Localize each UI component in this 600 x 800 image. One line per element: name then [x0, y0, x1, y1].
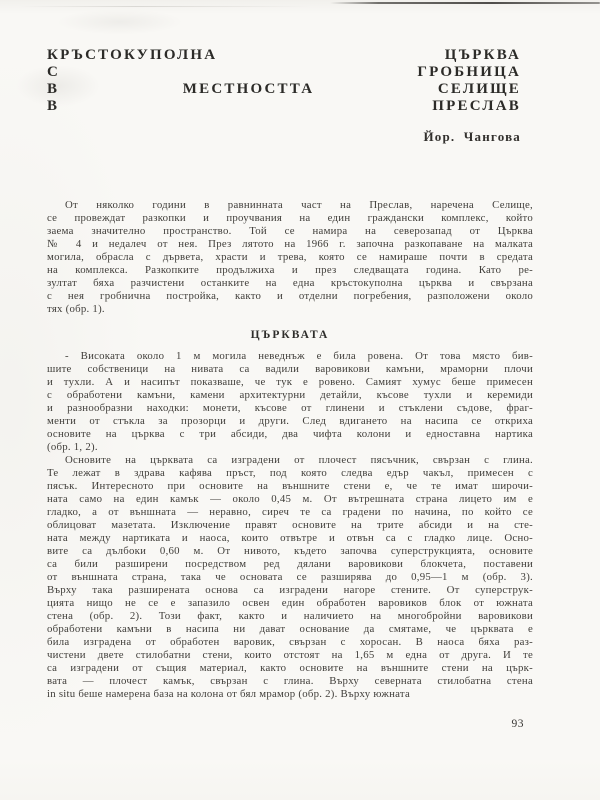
text-line: КРЪСТОКУПОЛНА ЦЪРКВА	[47, 47, 521, 63]
text-line: - Високата около 1 м могила неведнъж е била ровена. От това място бив-	[65, 350, 533, 362]
section-heading: ЦЪРКВАТА	[250, 329, 330, 341]
text-line: ната само на един камък — около 0,45 м. От вътрешната страна лицето им е	[47, 493, 533, 505]
text-line: цията нищо не се е запазило освен един обработен варовиков блок от южната	[47, 597, 533, 609]
text-line: В ПРЕСЛАВ	[47, 98, 521, 114]
text-line: С ГРОБНИЦА	[47, 64, 521, 80]
text-line: са изградени от същия материал, както основите на външните стени на църк-	[47, 662, 533, 674]
body-text	[47, 199, 533, 701]
text-line: тях (обр. 1).	[47, 303, 105, 315]
text-line: се провеждат разкопки и проучвания на един граждански комплекс, който	[47, 212, 533, 224]
text-line: с нея гробнична постройка, както и отделни погребения, разположени около	[47, 290, 533, 302]
text-line: на комплекса. Разкопките продължиха и през следващата година. Като ре-	[47, 264, 533, 276]
paragraph	[47, 199, 533, 316]
text-line: вите са дълбоки 0,60 м. От нивото, където започва суперструкцията, основите	[47, 545, 533, 557]
text-line: № 4 и недалеч от нея. През лятото на 1966 г. започна разкопаване на малката	[47, 238, 533, 250]
text-line: обработени камъни в насипа ни дават основание да смятаме, че църквата е	[47, 623, 533, 635]
page-number: 93	[511, 718, 524, 730]
paragraph	[47, 350, 533, 454]
text-line: била изградена от обработен варовик, свързан с хоросан. В наоса бяха раз-	[47, 636, 533, 648]
text-line: заема значително пространство. Той се намира на северозапад от Църква	[47, 225, 533, 237]
text-line: В МЕСТНОСТТА СЕЛИЩЕ	[47, 81, 521, 97]
text-line: (обр. 1, 2).	[47, 441, 98, 453]
text-line: основите на църква с три абсиди, два чифта колони и едноставна нартика	[47, 428, 533, 440]
paragraph	[47, 454, 533, 701]
text-line: от външната страна, така че основата се разширява до 0,95—1 м (обр. 3).	[47, 571, 533, 583]
text-line: менти от стъкла за прозорци и други. След вдигането на насипа се откриха	[47, 415, 533, 427]
text-line: От няколко години в равнинната част на Преслав, наречена Селище,	[65, 199, 533, 211]
text-line: пясък. Интересното при основите на външните стени е, че те имат широчи-	[47, 480, 533, 492]
text-line: гладко, а от външната — неравно, сиреч те са градени по начина, по който се	[47, 506, 533, 518]
text-line: с обработени камъни, камени архитектурни детайли, късове тухли и керемиди	[47, 389, 533, 401]
text-line: облицоват мазетата. Изключение правят основите на трите абсиди и на сте-	[47, 519, 533, 531]
text-line: ната между нартиката и наоса, които отвътре и отвън са с гладко лице. Осно-	[47, 532, 533, 544]
article-title	[47, 47, 533, 115]
text-line: стена (обр. 2). Този факт, както и наличието на многобройни варовикови	[47, 610, 533, 622]
text-line: и тухли. А и насипът показваше, че тук е ровено. Самият хумус беше примесен	[47, 376, 533, 388]
author-name: Йор. Чангова	[423, 129, 521, 144]
text-line: шите собственици на нивата са вадили варовикови камъни, мраморни плочи	[47, 363, 533, 375]
page-content	[47, 0, 533, 730]
text-line: чистени двете стилобатни стени, които отстоят на 1,65 м една от друга. И те	[47, 649, 533, 661]
text-line: зултат бяха разчистени останките на една кръстокуполна църква и свързана	[47, 277, 533, 289]
section-paragraphs	[47, 350, 533, 701]
text-line: вата — плочест камък, свързан с глина. Върху северната стилобатна стена	[47, 675, 533, 687]
text-line: са били разширени посредством ред дялани варовикови блокчета, поставени	[47, 558, 533, 570]
text-line: Върху така разширената основа са изградени нагоре стените. От суперструк-	[47, 584, 533, 596]
text-line: и разнообразни находки: монети, късове от глинени и стъклени съдове, фраг-	[47, 402, 533, 414]
text-line: in situ беше намерена база на колона от бял мрамор (обр. 2). Върху южната	[47, 688, 411, 700]
text-line: Основите на църквата са изградени от плочест пясъчник, свързан с глина.	[65, 454, 533, 466]
text-line: могила, обрасла с дървета, храсти и трева, която се намираше почти в средата	[47, 251, 533, 263]
text-line: Те лежат в здрава кафява пръст, под която следва едър чакъл, примесен с	[47, 467, 533, 479]
